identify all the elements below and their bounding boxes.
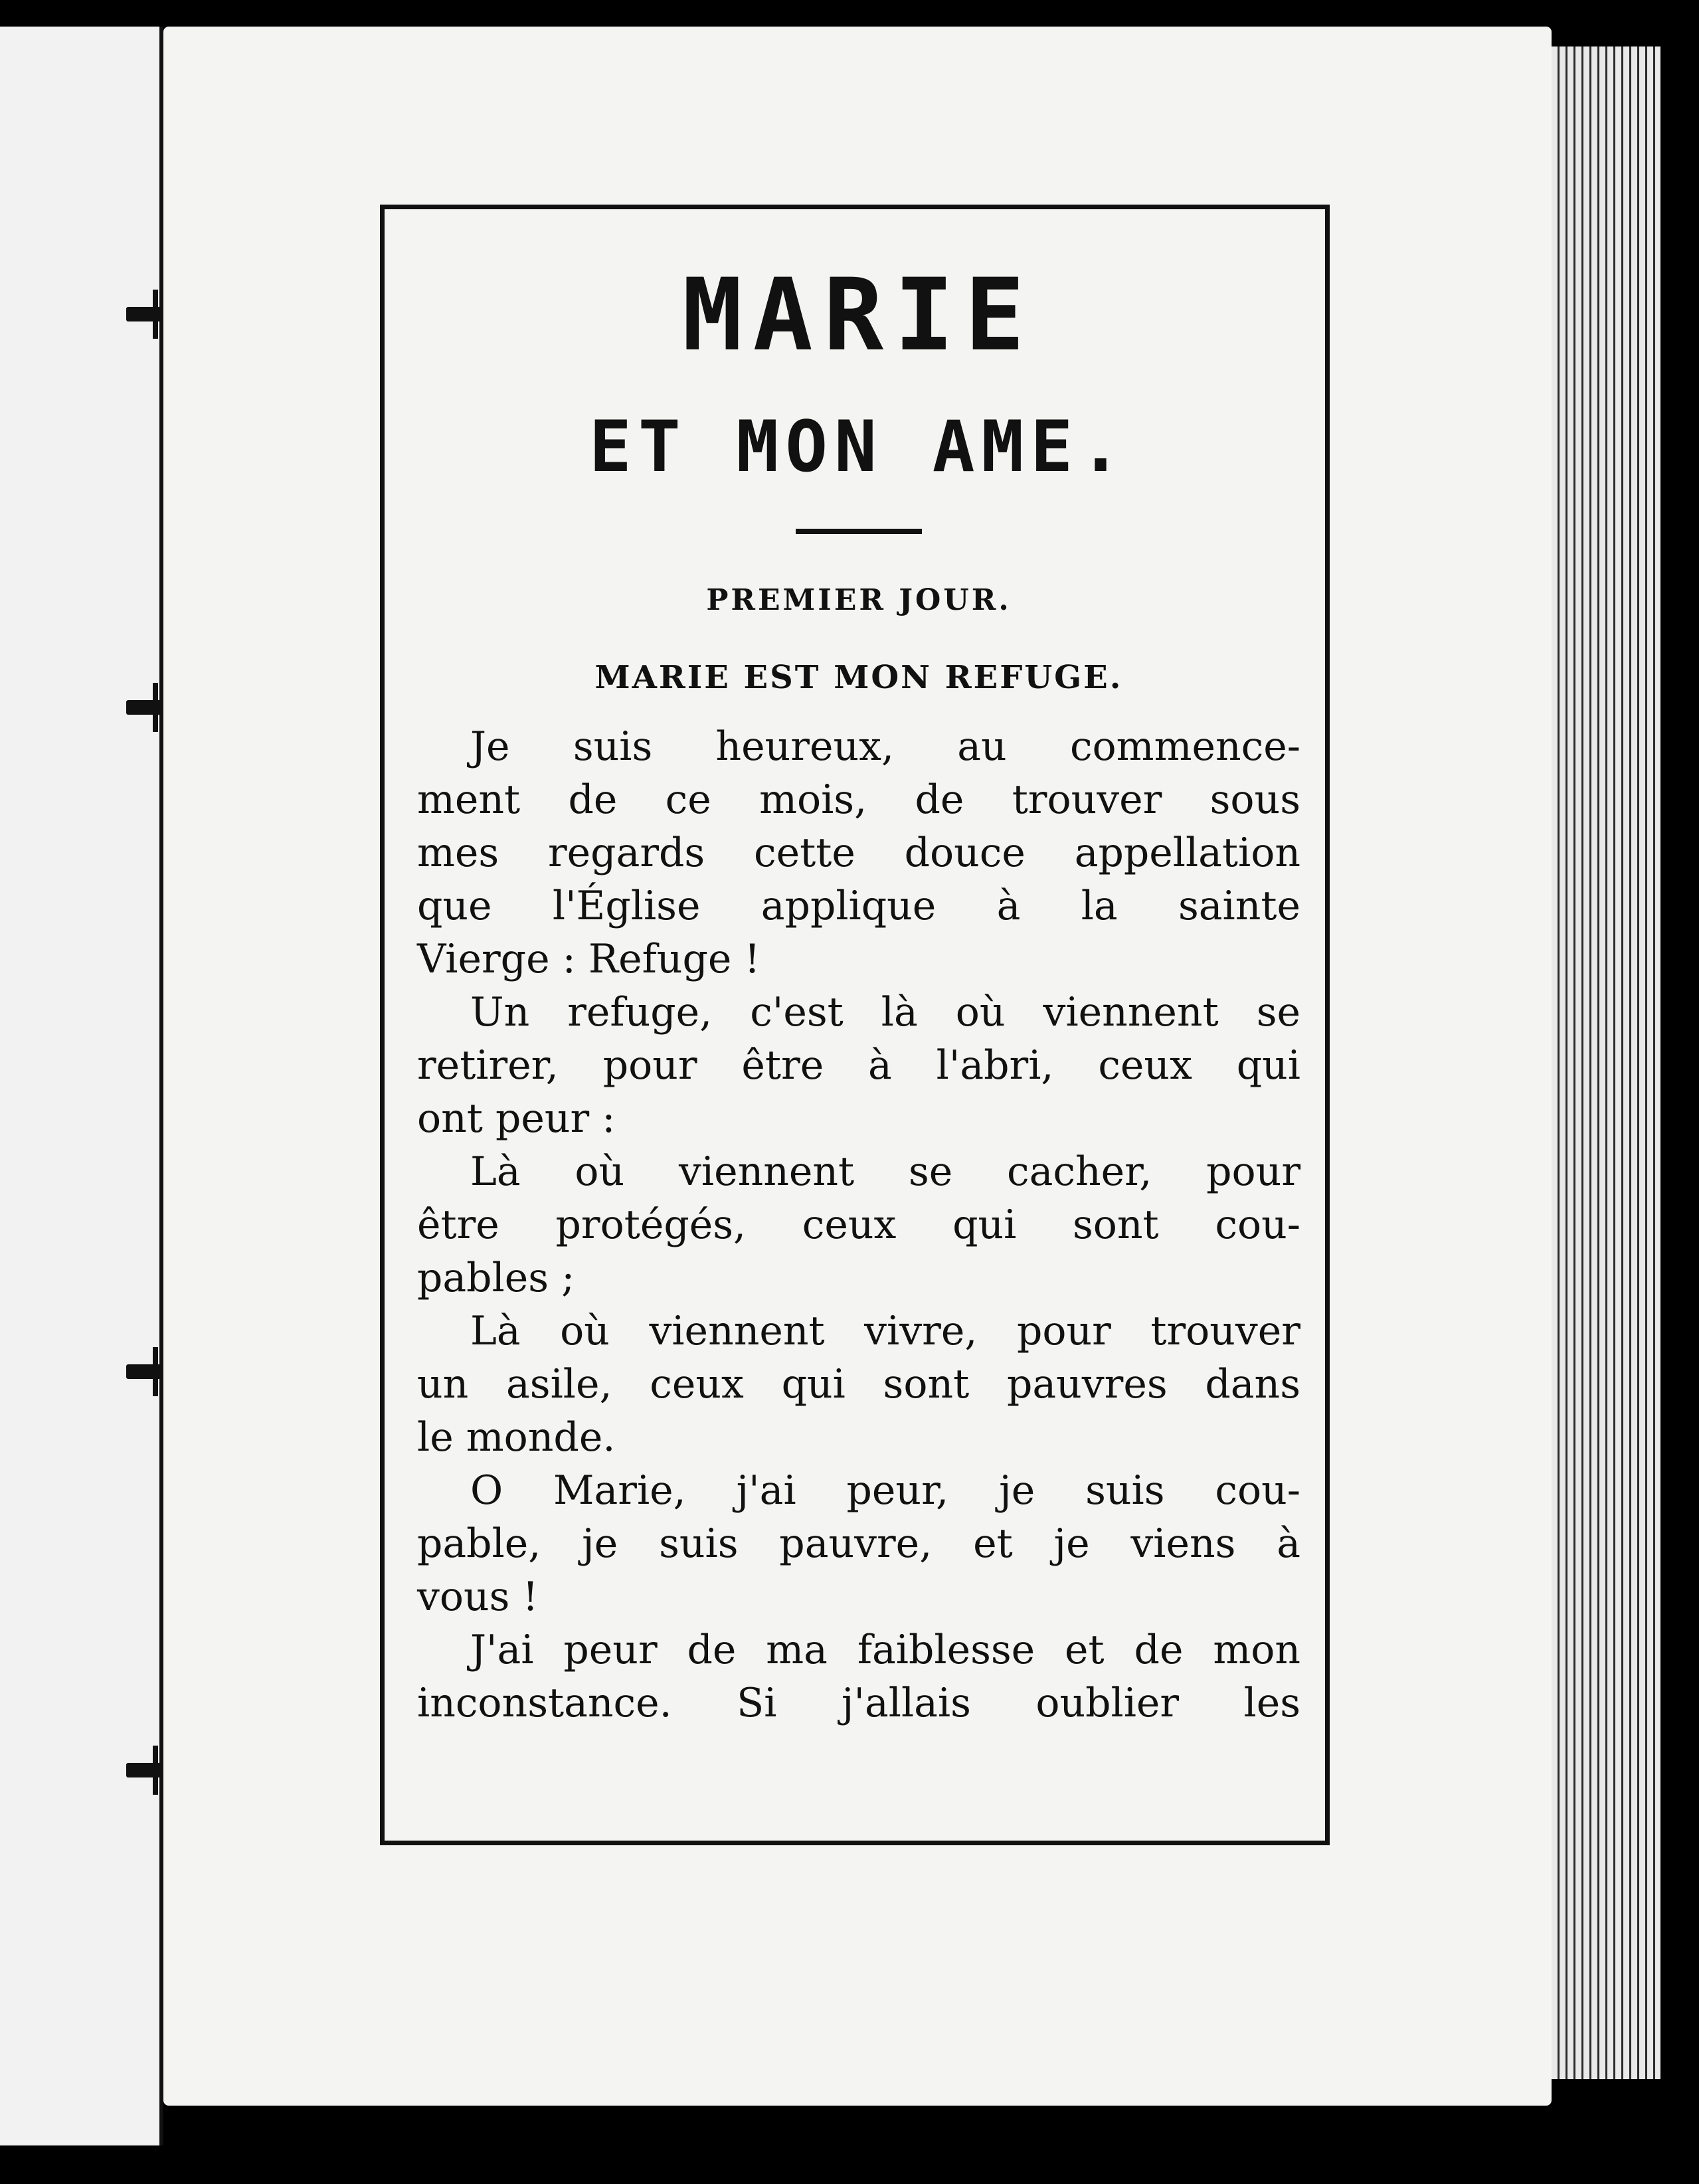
text-line: Je suis heureux, au commence- [470, 723, 1300, 770]
text-line: Là où viennent se cacher, pour [470, 1148, 1300, 1195]
text-line: pable, je suis pauvre, et je viens à [417, 1520, 1300, 1567]
text-line: le monde. [417, 1414, 616, 1461]
text-line: inconstance. Si j'allais oublier les [417, 1680, 1300, 1726]
text-line: Là où viennent vivre, pour trouver [470, 1308, 1300, 1354]
title-main: MARIE [682, 258, 1035, 373]
text-line: vous ! [417, 1574, 539, 1620]
text-line: être protégés, ceux qui sont cou- [417, 1202, 1300, 1248]
text-line: Un refuge, c'est là où viennent se [470, 989, 1300, 1036]
day-heading: PREMIER JOUR. [706, 583, 1012, 617]
text-line: pables ; [417, 1255, 575, 1301]
text-line: ont peur : [417, 1095, 616, 1142]
page-content [417, 258, 1300, 1730]
text-line: ment de ce mois, de trouver sous [417, 776, 1300, 823]
text-line: Vierge : Refuge ! [417, 936, 760, 982]
title-divider-rule [796, 529, 922, 534]
section-title: MARIE EST MON REFUGE. [594, 659, 1123, 696]
text-line: O Marie, j'ai peur, je suis cou- [470, 1467, 1300, 1514]
text-line: J'ai peur de ma faiblesse et de mon [470, 1627, 1300, 1673]
title-subtitle: ET MON AME. [589, 406, 1128, 488]
previous-page-edge [0, 27, 163, 2145]
text-line: que l'Église applique à la sainte [417, 883, 1300, 929]
text-line: mes regards cette douce appellation [417, 830, 1300, 876]
body-text [417, 720, 1300, 1730]
text-line: retirer, pour être à l'abri, ceux qui [417, 1042, 1300, 1089]
text-line: un asile, ceux qui sont pauvres dans [417, 1361, 1300, 1408]
